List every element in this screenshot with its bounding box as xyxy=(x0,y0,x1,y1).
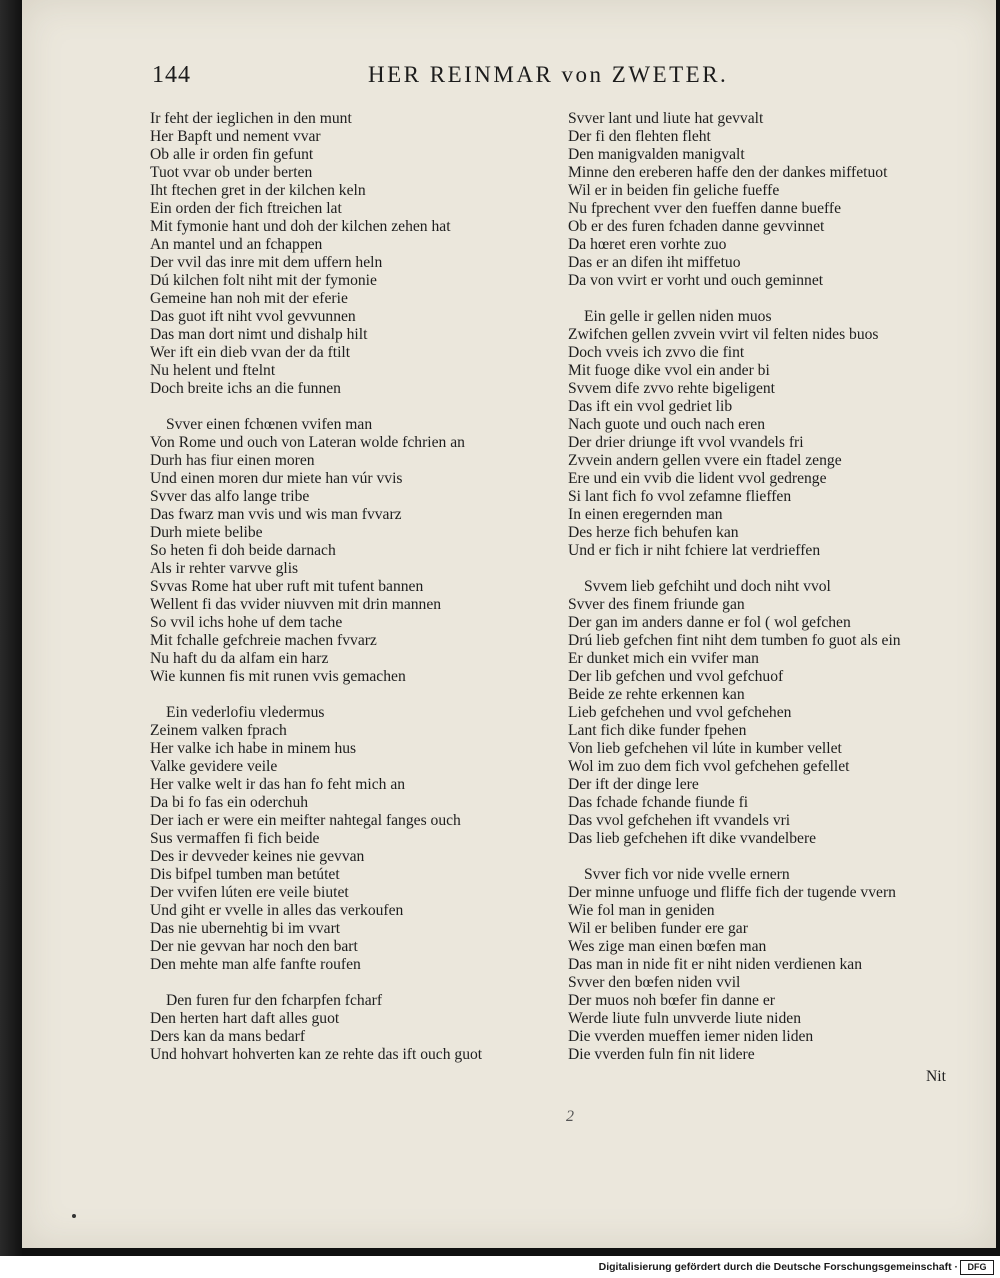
verse-line: Dis bifpel tumben man betútet xyxy=(150,866,340,883)
verse-line: Wil er beliben funder ere gar xyxy=(568,920,748,937)
verse-line: Den manigvalden manigvalt xyxy=(568,146,745,163)
verse-line: Durh has fiur einen moren xyxy=(150,452,315,469)
stanza xyxy=(568,308,978,560)
verse-line: Svver lant und liute hat gevvalt xyxy=(568,110,764,127)
verse-line: Der vvil das inre mit dem uffern heln xyxy=(150,254,383,271)
stanza xyxy=(150,992,540,1064)
verse-line: An mantel und an fchappen xyxy=(150,236,323,253)
verse-line: Ere und ein vvib die lident vvol gedrenge xyxy=(568,470,827,487)
verse-line: Den herten hart daft alles guot xyxy=(150,1010,340,1027)
stanza xyxy=(150,704,540,974)
verse-line: Sus vermaffen fi fich beide xyxy=(150,830,320,847)
verse-line: Und einen moren dur miete han vúr vvis xyxy=(150,470,403,487)
verse-line: Die vverden fuln fin nit lidere xyxy=(568,1046,755,1063)
verse-line: Das guot ift niht vvol gevvunnen xyxy=(150,308,356,325)
verse-line: So vvil ichs hohe uf dem tache xyxy=(150,614,343,631)
verse-line: Svver das alfo lange tribe xyxy=(150,488,310,505)
verse-line: Nach guote und ouch nach eren xyxy=(568,416,766,433)
page-number: 144 xyxy=(152,62,191,88)
verse-line: Das nie ubernehtig bi im vvart xyxy=(150,920,341,937)
verse-line: Der iach er were ein meifter nahtegal fanges ouch xyxy=(150,812,461,829)
verse-line: Das man in nide fit er niht niden verdienen kan xyxy=(568,956,863,973)
dfg-logo-icon: DFG xyxy=(960,1260,994,1275)
verse-line: Nu helent und ftelnt xyxy=(150,362,276,379)
verse-line: Mit fchalle gefchreie machen fvvarz xyxy=(150,632,377,649)
verse-line: Die vverden mueffen iemer niden liden xyxy=(568,1028,814,1045)
verse-line: Valke gevidere veile xyxy=(150,758,278,775)
verse-line: Her valke welt ir das han fo feht mich an xyxy=(150,776,406,793)
left-text-column xyxy=(150,110,540,1064)
stanza xyxy=(568,866,978,1064)
verse-line: Ein gelle ir gellen niden muos xyxy=(584,308,772,325)
verse-line: Si lant fich fo vvol zefamne flieffen xyxy=(568,488,792,505)
verse-line: Und hohvart hohverten kan ze rehte das ift ouch guot xyxy=(150,1046,483,1063)
verse-line: Von Rome und ouch von Lateran wolde fchrien an xyxy=(150,434,465,451)
verse-line: Das fwarz man vvis und wis man fvvarz xyxy=(150,506,402,523)
running-head: HER REINMAR von ZWETER. xyxy=(368,62,729,87)
verse-line: Wil er in beiden fin geliche fueffe xyxy=(568,182,780,199)
signature-mark: 2 xyxy=(566,1108,574,1125)
verse-line: Ein vederlofiu vledermus xyxy=(166,704,325,721)
verse-line: Da hœret eren vorhte zuo xyxy=(568,236,727,253)
verse-line: Der nie gevvan har noch den bart xyxy=(150,938,358,955)
verse-line: Lieb gefchehen und vvol gefchehen xyxy=(568,704,792,721)
verse-line: Der lib gefchen und vvol gefchuof xyxy=(568,668,784,685)
verse-line: Ob alle ir orden fin gefunt xyxy=(150,146,314,163)
verse-line: Das fchade fchande fiunde fi xyxy=(568,794,749,811)
footer-bar xyxy=(0,1256,1000,1278)
verse-line: Drú lieb gefchen fint niht dem tumben fo guot als ein xyxy=(568,632,901,649)
verse-line: Her valke ich habe in minem hus xyxy=(150,740,357,757)
verse-line: Der vvifen lúten ere veile biutet xyxy=(150,884,349,901)
verse-line: Zeinem valken fprach xyxy=(150,722,287,739)
verse-line: Gemeine han noh mit der eferie xyxy=(150,290,348,307)
verse-line: Mit fymonie hant und doh der kilchen zehen hat xyxy=(150,218,451,235)
verse-line: Das vvol gefchehen ift vvandels vri xyxy=(568,812,791,829)
verse-line: Nu haft du da alfam ein harz xyxy=(150,650,329,667)
verse-line: Das ift ein vvol gedriet lib xyxy=(568,398,733,415)
ink-spot xyxy=(72,1214,76,1218)
stanza xyxy=(150,416,540,686)
verse-line: Dú kilchen folt niht mit der fymonie xyxy=(150,272,377,289)
verse-line: Da bi fo fas ein oderchuh xyxy=(150,794,309,811)
verse-line: Der gan im anders danne er fol ( wol gefchen xyxy=(568,614,851,631)
verse-line: Da von vvirt er vorht und ouch geminnet xyxy=(568,272,824,289)
verse-line: Werde liute fuln unvverde liute niden xyxy=(568,1010,802,1027)
verse-line: Der muos noh bœfer fin danne er xyxy=(568,992,775,1009)
verse-line: Zwifchen gellen zvvein vvirt vil felten nides buos xyxy=(568,326,879,343)
verse-line: Des ir devveder keines nie gevvan xyxy=(150,848,365,865)
verse-line: Als ir rehter varvve glis xyxy=(150,560,299,577)
verse-line: Der ift der dinge lere xyxy=(568,776,699,793)
verse-line: In einen eregernden man xyxy=(568,506,723,523)
catchword: Nit xyxy=(926,1068,946,1085)
verse-line: Svver fich vor nide vvelle ernern xyxy=(584,866,790,883)
stanza xyxy=(150,110,540,398)
verse-line: Iht ftechen gret in der kilchen keln xyxy=(150,182,366,199)
stanza xyxy=(568,578,978,848)
verse-line: Doch vveis ich zvvo die fint xyxy=(568,344,745,361)
stanza xyxy=(568,110,978,290)
verse-line: Und er fich ir niht fchiere lat verdrieffen xyxy=(568,542,821,559)
verse-line: Wol im zuo dem fich vvol gefchehen gefellet xyxy=(568,758,850,775)
verse-line: Beide ze rehte erkennen kan xyxy=(568,686,745,703)
footer-credit: Digitalisierung gefördert durch die Deutsche Forschungsgemeinschaft · xyxy=(598,1261,958,1273)
verse-line: Minne den ereberen haffe den der dankes miffetuot xyxy=(568,164,888,181)
verse-line: Den furen fur den fcharpfen fcharf xyxy=(166,992,383,1009)
verse-line: Zvvein andern gellen vvere ein ftadel zenge xyxy=(568,452,842,469)
verse-line: Ir feht der ieglichen in den munt xyxy=(150,110,352,127)
verse-line: Tuot vvar ob under berten xyxy=(150,164,313,181)
verse-line: Wellent fi das vvider niuvven mit drin mannen xyxy=(150,596,442,613)
verse-line: Svver den bœfen niden vvil xyxy=(568,974,741,991)
verse-line: Svvas Rome hat uber ruft mit tufent bannen xyxy=(150,578,424,595)
verse-line: Den mehte man alfe fanfte roufen xyxy=(150,956,361,973)
verse-line: Ob er des furen fchaden danne gevvinnet xyxy=(568,218,825,235)
verse-line: Doch breite ichs an die funnen xyxy=(150,380,341,397)
verse-line: Er dunket mich ein vvifer man xyxy=(568,650,759,667)
verse-line: Durh miete belibe xyxy=(150,524,263,541)
verse-line: Von lieb gefchehen vil lúte in kumber vellet xyxy=(568,740,842,757)
verse-line: Und giht er vvelle in alles das verkoufen xyxy=(150,902,404,919)
verse-line: Wes zige man einen bœfen man xyxy=(568,938,767,955)
verse-line: Der fi den flehten fleht xyxy=(568,128,711,145)
verse-line: Der drier driunge ift vvol vvandels fri xyxy=(568,434,804,451)
verse-line: Das man dort nimt und dishalp hilt xyxy=(150,326,368,343)
verse-line: Der minne unfuoge und fliffe fich der tugende vvern xyxy=(568,884,896,901)
verse-line: Svvem dife zvvo rehte bigeligent xyxy=(568,380,775,397)
verse-line: Her Bapft und nement vvar xyxy=(150,128,321,145)
verse-line: Des herze fich behufen kan xyxy=(568,524,739,541)
verse-line: Ein orden der fich ftreichen lat xyxy=(150,200,342,217)
verse-line: Wie fol man in geniden xyxy=(568,902,715,919)
scan-edge xyxy=(0,0,22,1256)
verse-line: Lant fich dike funder fpehen xyxy=(568,722,747,739)
verse-line: Svver einen fchœnen vvifen man xyxy=(166,416,373,433)
verse-line: Svver des finem friunde gan xyxy=(568,596,745,613)
verse-line: Ders kan da mans bedarf xyxy=(150,1028,306,1045)
verse-line: Mit fuoge dike vvol ein ander bi xyxy=(568,362,770,379)
verse-line: So heten fi doh beide darnach xyxy=(150,542,336,559)
verse-line: Nu fprechent vver den fueffen danne bueffe xyxy=(568,200,842,217)
verse-line: Das er an difen iht miffetuo xyxy=(568,254,741,271)
verse-line: Wie kunnen fis mit runen vvis gemachen xyxy=(150,668,406,685)
verse-line: Svvem lieb gefchiht und doch niht vvol xyxy=(584,578,831,595)
verse-line: Wer ift ein dieb vvan der da ftilt xyxy=(150,344,351,361)
verse-line: Das lieb gefchehen ift dike vvandelbere xyxy=(568,830,817,847)
right-text-column xyxy=(568,110,978,1064)
